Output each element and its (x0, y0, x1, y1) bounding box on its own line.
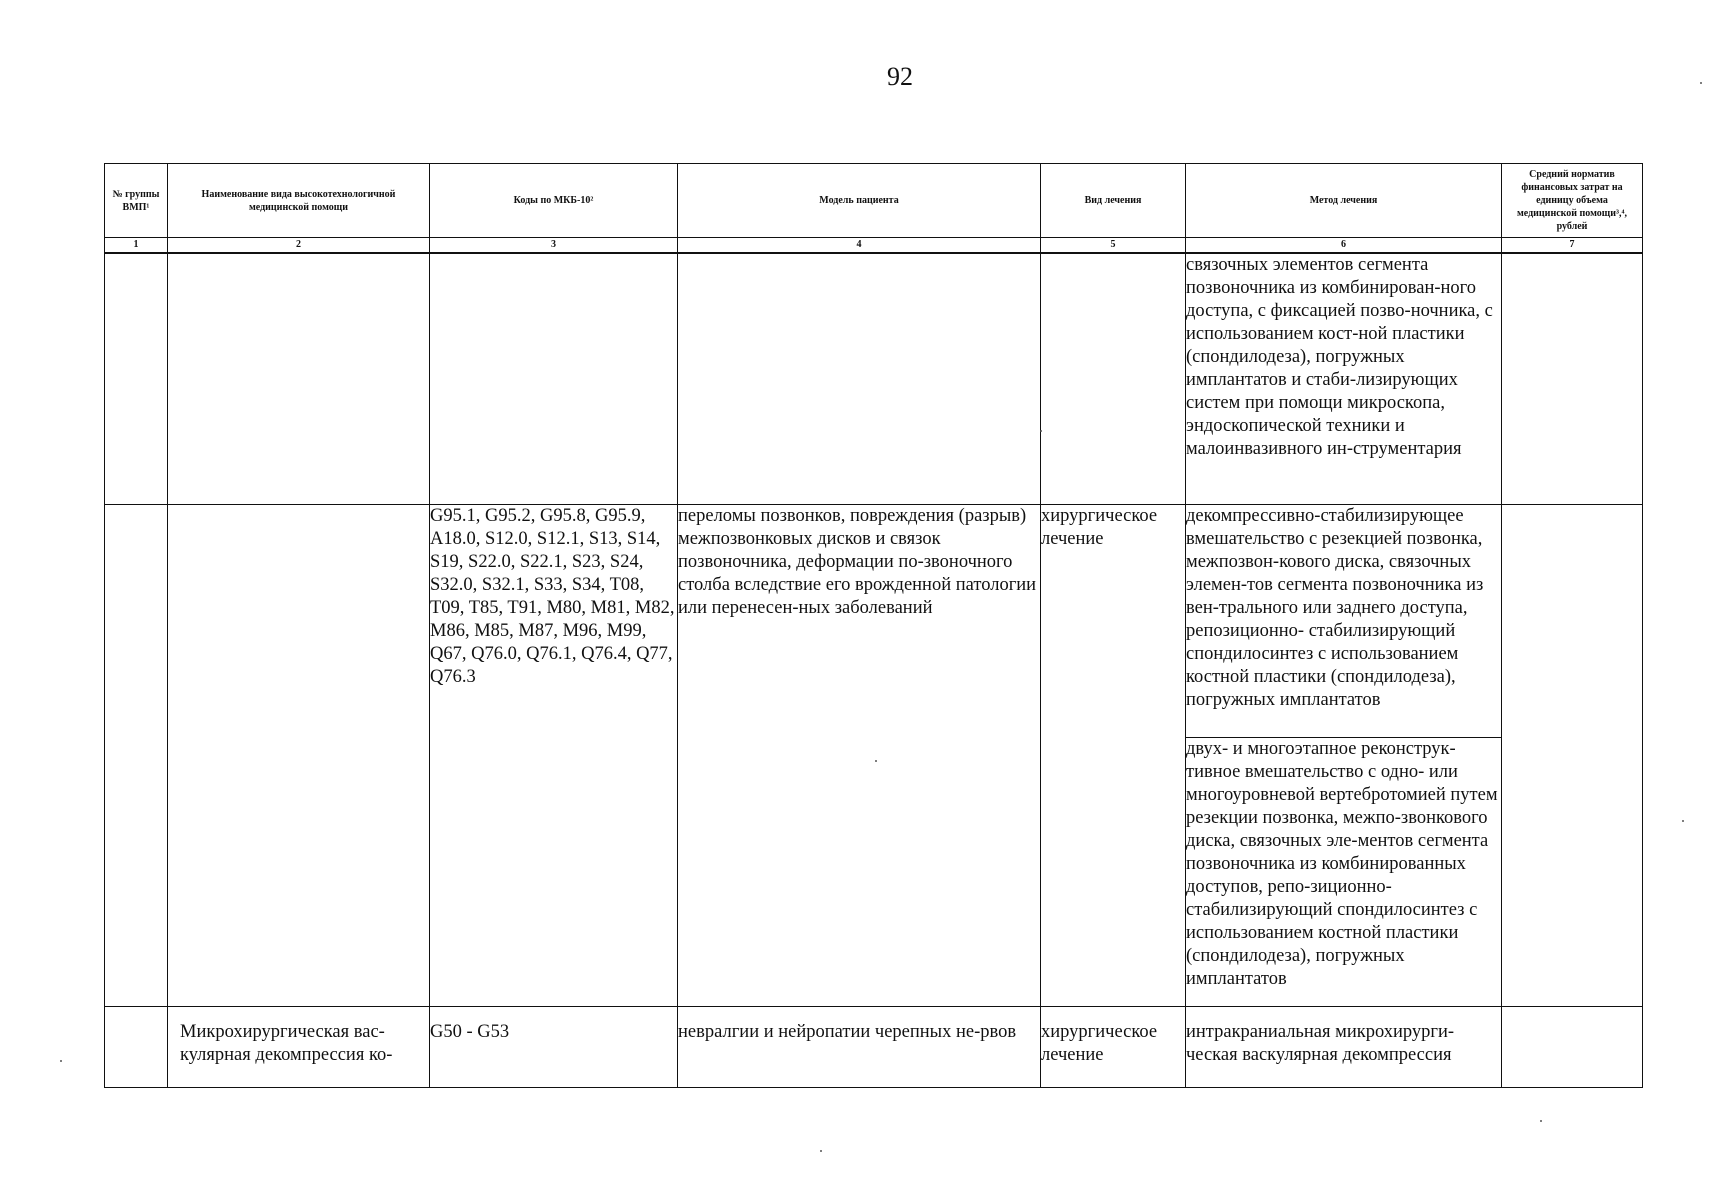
average-cost-cell (1502, 1007, 1643, 1088)
group-number-cell (105, 505, 168, 1007)
treatment-type-cell (1041, 253, 1186, 505)
scan-speck (1040, 430, 1042, 432)
average-cost-cell (1502, 505, 1643, 1007)
column-number: 5 (1041, 238, 1186, 254)
medical-care-table (104, 163, 1643, 1088)
table-row (105, 505, 1643, 738)
header-patient-model: Модель пациента (678, 164, 1041, 238)
header-group-number: № группы ВМП¹ (105, 164, 168, 238)
header-treatment-method: Метод лечения (1186, 164, 1502, 238)
column-number-row (105, 238, 1643, 254)
column-number: 1 (105, 238, 168, 254)
group-number-cell (105, 253, 168, 505)
header-icd-codes: Коды по МКБ-10² (430, 164, 678, 238)
column-number: 6 (1186, 238, 1502, 254)
column-number: 4 (678, 238, 1041, 254)
patient-model-cell: переломы позвонков, повреждения (разрыв) межпозвонковых дисков и связок позвоночника, деформации по-звоночного столба вследствие его врожденной патологии или перенесен-ных заболеваний (678, 505, 1041, 1007)
treatment-method-cell: двух- и многоэтапное реконструк-тивное вмешательство с одно- или многоуровневой вертебротомией путем резекции позвонка, межпо-звонкового диска, связочных эле-ментов сегмента позвоночника из комбинированных доступов, репо-зиционно-стабилизирующий спондилосинтез с использованием костной пластики (спондилодеза), погружных имплантатов (1186, 738, 1502, 1007)
header-treatment-type: Вид лечения (1041, 164, 1186, 238)
column-number: 7 (1502, 238, 1643, 254)
treatment-method-cell: интракраниальная микрохирурги-ческая васкулярная декомпрессия (1186, 1007, 1502, 1088)
scan-speck (1540, 1120, 1542, 1122)
patient-model-cell (678, 253, 1041, 505)
scan-speck (875, 760, 877, 762)
column-number: 2 (168, 238, 430, 254)
treatment-method-cell: связочных элементов сегмента позвоночника из комбинирован-ного доступа, с фиксацией позво-ночника, с использованием кост-ной пластики (спондилодеза), погружных имплантатов и стаби-лизирующих систем при помощи микроскопа, эндоскопической техники и малоинвазивного ин-струментария (1186, 253, 1502, 505)
header-care-type-name: Наименование вида высокотехнологичной медицинской помощи (168, 164, 430, 238)
header-row (105, 164, 1643, 238)
treatment-type-cell: хирургическое лечение (1041, 1007, 1186, 1088)
care-type-name-cell (168, 253, 430, 505)
scan-speck (820, 1150, 822, 1152)
care-type-name-cell: Микрохирургическая вас-кулярная декомпрессия ко- (168, 1007, 430, 1088)
average-cost-cell (1502, 253, 1643, 505)
icd-codes-cell: G50 - G53 (430, 1007, 678, 1088)
patient-model-cell: невралгии и нейропатии черепных не-рвов (678, 1007, 1041, 1088)
icd-codes-cell: G95.1, G95.2, G95.8, G95.9, A18.0, S12.0, S12.1, S13, S14, S19, S22.0, S22.1, S23, S24, S32.0, S32.1, S33, S34, T08, T09, T85, T91, M80, M81, M82, M86, M85, M87, M96, M99, Q67, Q76.0, Q76.1, Q76.4, Q77, Q76.3 (430, 505, 678, 1007)
header-average-cost: Средний норматив финансовых затрат на единицу объема медицинской помощи³,⁴, рублей (1502, 164, 1643, 238)
scan-speck (1700, 82, 1702, 84)
table-row (105, 253, 1643, 505)
group-number-cell (105, 1007, 168, 1088)
scan-speck (1682, 820, 1684, 822)
page-number: 92 (887, 62, 913, 91)
treatment-type-cell: хирургическое лечение (1041, 505, 1186, 1007)
treatment-method-cell: декомпрессивно-стабилизирующее вмешательство с резекцией позвонка, межпозвон-кового диска, связочных элемен-тов сегмента позвоночника из вен-трального или заднего доступа, репозиционно- стабилизирующий спондилосинтез с использованием костной пластики (спондилодеза), погружных имплантатов (1186, 505, 1502, 738)
column-number: 3 (430, 238, 678, 254)
table-row (105, 1007, 1643, 1088)
icd-codes-cell (430, 253, 678, 505)
scan-speck (60, 1060, 62, 1062)
care-type-name-cell (168, 505, 430, 1007)
